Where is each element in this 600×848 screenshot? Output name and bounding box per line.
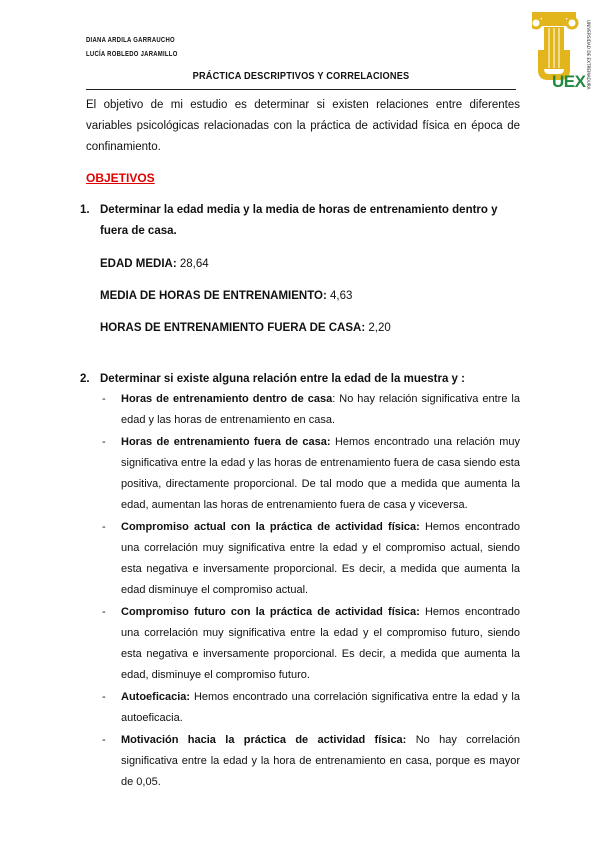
- stat-label: EDAD MEDIA:: [100, 258, 177, 270]
- dash-bullet: -: [102, 606, 106, 618]
- dash-bullet: -: [102, 691, 106, 703]
- title-divider: [86, 89, 516, 90]
- stat-horas-fuera: [100, 320, 391, 336]
- university-logo: [532, 10, 592, 100]
- objective-number: 1.: [80, 204, 90, 216]
- item-text: No hay correlación significativa entre la edad y la hora de entrenamiento en casa, porque es mayor de 0,05.: [121, 734, 520, 788]
- item-label: Horas de entrenamiento fuera de casa:: [121, 436, 331, 448]
- author-name: DIANA ARDILA GARRAUCHO: [86, 37, 175, 44]
- item-label: Motivación hacia la práctica de actividad física:: [121, 734, 407, 746]
- objective-number: 2.: [80, 373, 90, 385]
- logo-text: UEX: [552, 72, 586, 91]
- stat-edad-media: [100, 256, 209, 272]
- page-title: PRÁCTICA DESCRIPTIVOS Y CORRELACIONES: [192, 71, 410, 82]
- objective-2: [80, 369, 522, 390]
- list-item: [100, 602, 520, 686]
- item-label: Compromiso futuro con la práctica de actividad física:: [121, 606, 420, 618]
- item-label: Horas de entrenamiento dentro de casa: [121, 393, 333, 405]
- stat-value: 28,64: [179, 258, 209, 270]
- stat-label: MEDIA DE HORAS DE ENTRENAMIENTO:: [100, 290, 327, 302]
- dash-bullet: -: [102, 436, 106, 448]
- intro-paragraph: El objetivo de mi estudio es determinar si existen relaciones entre diferentes variables psicológicas relacionadas con la práctica de actividad física en época de confinamiento.: [86, 99, 520, 153]
- stat-media-horas: [100, 288, 352, 304]
- objective-1: [80, 200, 522, 242]
- dash-bullet: -: [102, 521, 106, 533]
- item-label: Compromiso actual con la práctica de actividad física:: [121, 521, 420, 533]
- list-item: [100, 730, 520, 793]
- relation-list: [100, 389, 520, 794]
- item-text: Hemos encontrado una correlación muy significativa entre la edad y el compromiso futuro, siendo esta negativa e inversamente proporcional. Es decir, a medida que aumenta la edad, disminuye el compromiso futuro.: [121, 606, 520, 681]
- authors-block: [86, 34, 178, 62]
- objective-text: Determinar la edad media y la media de horas de entrenamiento dentro y fuera de casa.: [100, 204, 498, 237]
- list-item: [100, 432, 520, 516]
- list-item: [100, 389, 520, 431]
- dash-bullet: -: [102, 393, 106, 405]
- stat-value: 4,63: [330, 290, 353, 302]
- item-label: Autoeficacia:: [121, 691, 191, 703]
- dash-bullet: -: [102, 734, 106, 746]
- author-name: LUCÍA ROBLEDO JARAMILLO: [86, 51, 178, 58]
- logo-side-text: UNIVERSIDAD DE EXTREMADURA: [586, 20, 591, 90]
- section-heading-objetivos: OBJETIVOS: [86, 171, 155, 185]
- list-item: [100, 687, 520, 729]
- list-item: [100, 517, 520, 601]
- item-text: Hemos encontrado una relación muy significativa entre la edad y las horas de entrenamiento fuera de casa siendo esta positiva, directamente proporcional. De tal modo que a medida que aumenta la edad, aumentan las horas de entrenamiento fuera de casa y viceversa.: [121, 436, 520, 511]
- item-text: Hemos encontrado una correlación muy significativa entre la edad y el compromiso actual, siendo esta negativa e inversamente proporcional. Es decir, a medida que aumenta la edad disminuye el compromiso actual.: [121, 521, 520, 596]
- item-text: Hemos encontrado una correlación significativa entre la edad y la autoeficacia.: [121, 691, 520, 724]
- item-text: : No hay relación significativa entre la edad y las horas de entrenamiento en casa.: [121, 393, 520, 426]
- stat-label: HORAS DE ENTRENAMIENTO FUERA DE CASA:: [100, 322, 366, 334]
- objective-text: Determinar si existe alguna relación entre la edad de la muestra y :: [100, 373, 465, 385]
- stat-value: 2,20: [368, 322, 391, 334]
